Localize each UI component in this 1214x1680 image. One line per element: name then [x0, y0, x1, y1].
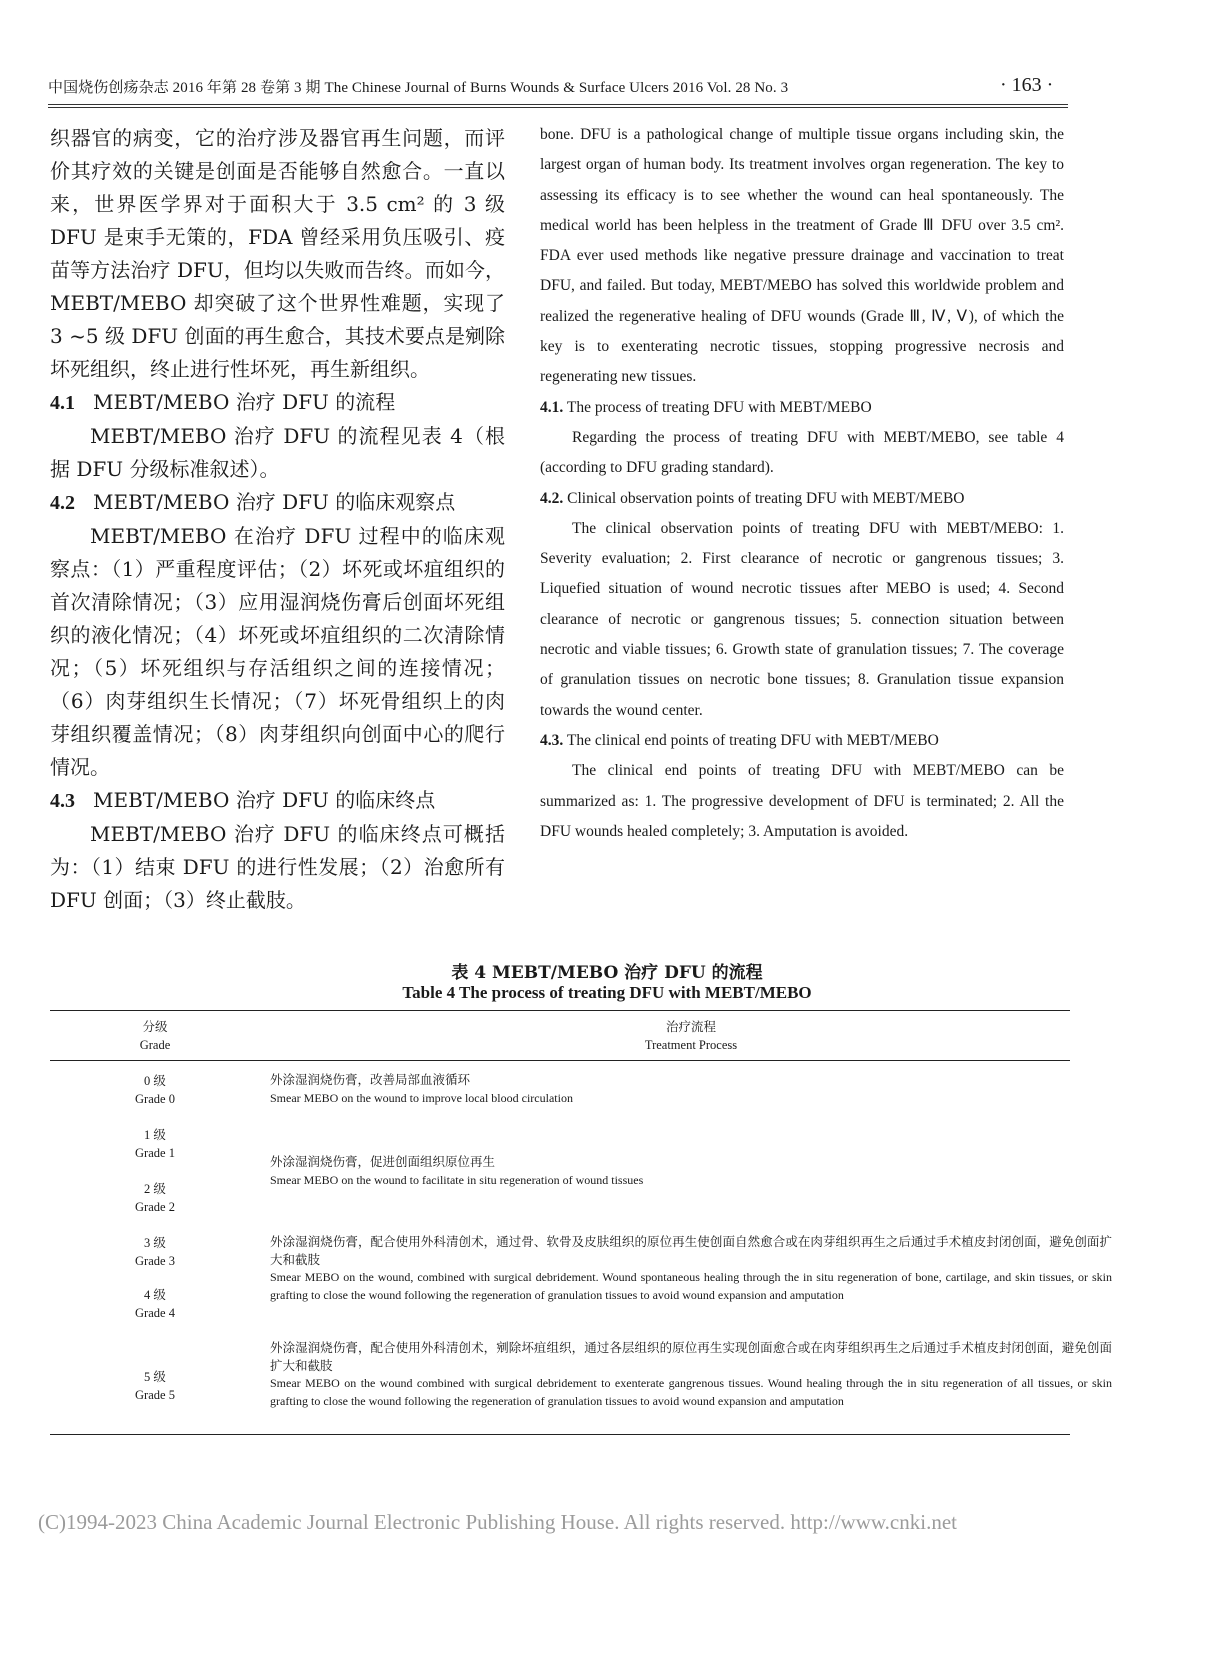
en-section-4-3-text: The clinical end points of treating DFU with MEBT/MEBO can be summarized as: 1. The progressive development of DFU is terminated; 2. All the DFU wounds healed completely; 3. Amputation is avoided. [540, 762, 1064, 840]
process-cn: 外涂湿润烧伤膏，配合使用外科清创术，通过骨、软骨及皮肤组织的原位再生使创面自然愈合或在肉芽组织再生之后通过手术植皮封闭创面，避免创面扩大和截肢 [270, 1235, 1112, 1267]
section-title: MEBT/MEBO 治疗 DFU 的流程 [93, 390, 396, 414]
en-section-4-3-heading [540, 726, 1064, 756]
grade-cn: 4 级 [144, 1288, 166, 1302]
cn-intro-paragraph: 织器官的病变，它的治疗涉及器官再生问题，而评价其疗效的关键是创面是否能够自然愈合。一直以来，世界医学界对于面积大于 3.5 cm² 的 3 级 DFU 是束手无策的，FDA 曾经采用负压吸引、疫苗等方法治疗 DFU，但均以失败而告终。而如今，MEBT/MEBO 却突破了这个世界性难题，实现了 3 ~5 级 DFU 创面的再生愈合，其技术要点是剜除坏死组织，终止进行性坏死，再生新组织。 [50, 126, 505, 381]
header-process-en: Treatment Process [644, 1038, 738, 1052]
grade-en: Grade 4 [135, 1306, 175, 1320]
cn-section-4-1-text: MEBT/MEBO 治疗 DFU 的流程见表 4（根据 DFU 分级标准叙述）。 [50, 424, 505, 481]
en-section-4-2-text: The clinical observation points of treating DFU with MEBT/MEBO: 1. Severity evaluation; 2. First clearance of necrotic or gangrenous tissues; 3. Liquefied situation of wound necrotic tissues after MEBO is used; 4. Second clearance of necrotic or gangrenous tissues; 5. connection situation between necrotic and viable tissues; 6. Growth state of granulation tissues; 7. The coverage of granulation tissues on necrotic bone tissues; 8. Granulation tissue expansion towards the wound center. [540, 519, 1064, 719]
table-row [270, 1340, 1112, 1410]
table-header-process [270, 1018, 1112, 1054]
en-section-4-2-heading [540, 484, 1064, 514]
section-title: The process of treating DFU with MEBT/MEBO [566, 398, 872, 416]
header-grade-en: Grade [139, 1038, 171, 1052]
grade-label [100, 1234, 210, 1270]
header-process-cn: 治疗流程 [665, 1020, 716, 1034]
grade-cn: 5 级 [144, 1370, 166, 1384]
grade-en: Grade 2 [135, 1200, 175, 1214]
process-en: Smear MEBO on the wound to facilitate in situ regeneration of wound tissues [270, 1172, 644, 1187]
cn-section-4-2-heading [50, 486, 505, 520]
section-title: Clinical observation points of treating DFU with MEBT/MEBO [567, 489, 965, 507]
process-en: Smear MEBO on the wound, combined with surgical debridement. Wound spontaneous healing through the in situ regeneration of bone, cartilage, and skin tissues, or skin grafting to close the wound following the regeneration of granulation tissues to avoid wound expansion and amputation [270, 1270, 1112, 1302]
table-header-grade [80, 1018, 230, 1054]
page-number: · 163 · [1000, 74, 1054, 96]
process-cn: 外涂湿润烧伤膏，配合使用外科清创术，剜除坏疽组织，通过各层组织的原位再生实现创面愈合或在肉芽组织再生之后通过手术植皮封闭创面，避免创面扩大和截肢 [270, 1341, 1112, 1373]
grade-label [100, 1180, 210, 1216]
cn-section-4-3-text: MEBT/MEBO 治疗 DFU 的临床终点可概括为：（1）结束 DFU 的进行性发展；（2）治愈所有 DFU 创面；（3）终止截肢。 [50, 822, 505, 912]
section-title: MEBT/MEBO 治疗 DFU 的临床终点 [93, 788, 436, 812]
section-number: 4.1. [540, 398, 564, 416]
grade-cn: 3 级 [144, 1236, 166, 1250]
grade-label [100, 1368, 210, 1404]
section-title: MEBT/MEBO 治疗 DFU 的临床观察点 [93, 490, 456, 514]
en-section-4-1-heading [540, 393, 1064, 423]
cn-section-4-1-heading [50, 386, 505, 420]
table-row [270, 1154, 1112, 1189]
section-number: 4.3. [540, 731, 564, 749]
table-bottom-rule [50, 1434, 1070, 1435]
process-cn: 外涂湿润烧伤膏，促进创面组织原位再生 [270, 1155, 496, 1169]
chinese-column [50, 122, 505, 917]
grade-label [100, 1126, 210, 1162]
grade-en: Grade 3 [135, 1254, 175, 1268]
cn-section-4-2-text: MEBT/MEBO 在治疗 DFU 过程中的临床观察点：（1）严重程度评估；（2）坏死或坏疽组织的首次清除情况；（3）应用湿润烧伤膏后创面坏死组织的液化情况；（4）坏死或坏疽组织的二次清除情况；（5）坏死组织与存活组织之间的连接情况；（6）肉芽组织生长情况；（7）坏死骨组织上的肉芽组织覆盖情况；（8）肉芽组织向创面中心的爬行情况。 [50, 524, 505, 779]
header-rule [48, 104, 1068, 105]
process-cn: 外涂湿润烧伤膏，改善局部血液循环 [270, 1073, 471, 1087]
grade-cn: 1 级 [144, 1128, 166, 1142]
grade-en: Grade 1 [135, 1146, 175, 1160]
section-title: The clinical end points of treating DFU with MEBT/MEBO [566, 731, 939, 749]
section-number: 4.3 [50, 790, 75, 812]
section-number: 4.1 [50, 392, 75, 414]
copyright-watermark: (C)1994-2023 China Academic Journal Electronic Publishing House. All rights reserved. http://www.cnki.net [38, 1510, 957, 1534]
grade-label [100, 1072, 210, 1108]
en-intro-paragraph: bone. DFU is a pathological change of multiple tissue organs including skin, the largest organ of human body. Its treatment involves organ regeneration. The key to assessing its efficacy is to see whether the wound can heal spontaneously. The medical world has been helpless in the treatment of Grade Ⅲ DFU over 3.5 cm². FDA ever used methods like negative pressure drainage and vaccination to treat DFU, and failed. But today, MEBT/MEBO has solved this worldwide problem and realized the regenerative healing of DFU wounds (Grade Ⅲ, Ⅳ, Ⅴ), of which the key is to exenterating necrotic tissues, stopping progressive necrosis and regenerating new tissues. [540, 126, 1064, 386]
grade-label [100, 1286, 210, 1322]
grade-cn: 2 级 [144, 1182, 166, 1196]
process-en: Smear MEBO on the wound combined with surgical debridement to exenterate gangrenous tissues. Wound healing through the in situ regeneration of all tissues, or skin grafting to close the wound following the regeneration of granulation tissues to avoid wound expansion and amputation [270, 1376, 1112, 1408]
english-column [540, 120, 1064, 847]
section-number: 4.2 [50, 492, 75, 514]
cn-section-4-3-heading [50, 784, 505, 818]
section-number: 4.2. [540, 489, 564, 507]
table-caption-chinese: 表 4 MEBT/MEBO 治疗 DFU 的流程 [451, 963, 763, 983]
table-row [270, 1234, 1112, 1304]
table-row [270, 1072, 1112, 1107]
header-rule-double [48, 107, 1068, 108]
table-top-rule [50, 1010, 1070, 1011]
table-header-rule [50, 1060, 1070, 1061]
en-section-4-1-text: Regarding the process of treating DFU with MEBT/MEBO, see table 4 (according to DFU grading standard). [540, 428, 1064, 477]
grade-en: Grade 5 [135, 1388, 175, 1402]
grade-en: Grade 0 [135, 1092, 175, 1106]
running-header: 中国烧伤创疡杂志 2016 年第 28 卷第 3 期 The Chinese Journal of Burns Wounds & Surface Ulcers 2016 Vol. 28 No. 3 [48, 80, 789, 96]
grade-cn: 0 级 [144, 1074, 166, 1088]
header-grade-cn: 分级 [142, 1020, 168, 1034]
process-en: Smear MEBO on the wound to improve local blood circulation [270, 1090, 573, 1105]
table-caption-english: Table 4 The process of treating DFU with MEBT/MEBO [402, 983, 812, 1002]
